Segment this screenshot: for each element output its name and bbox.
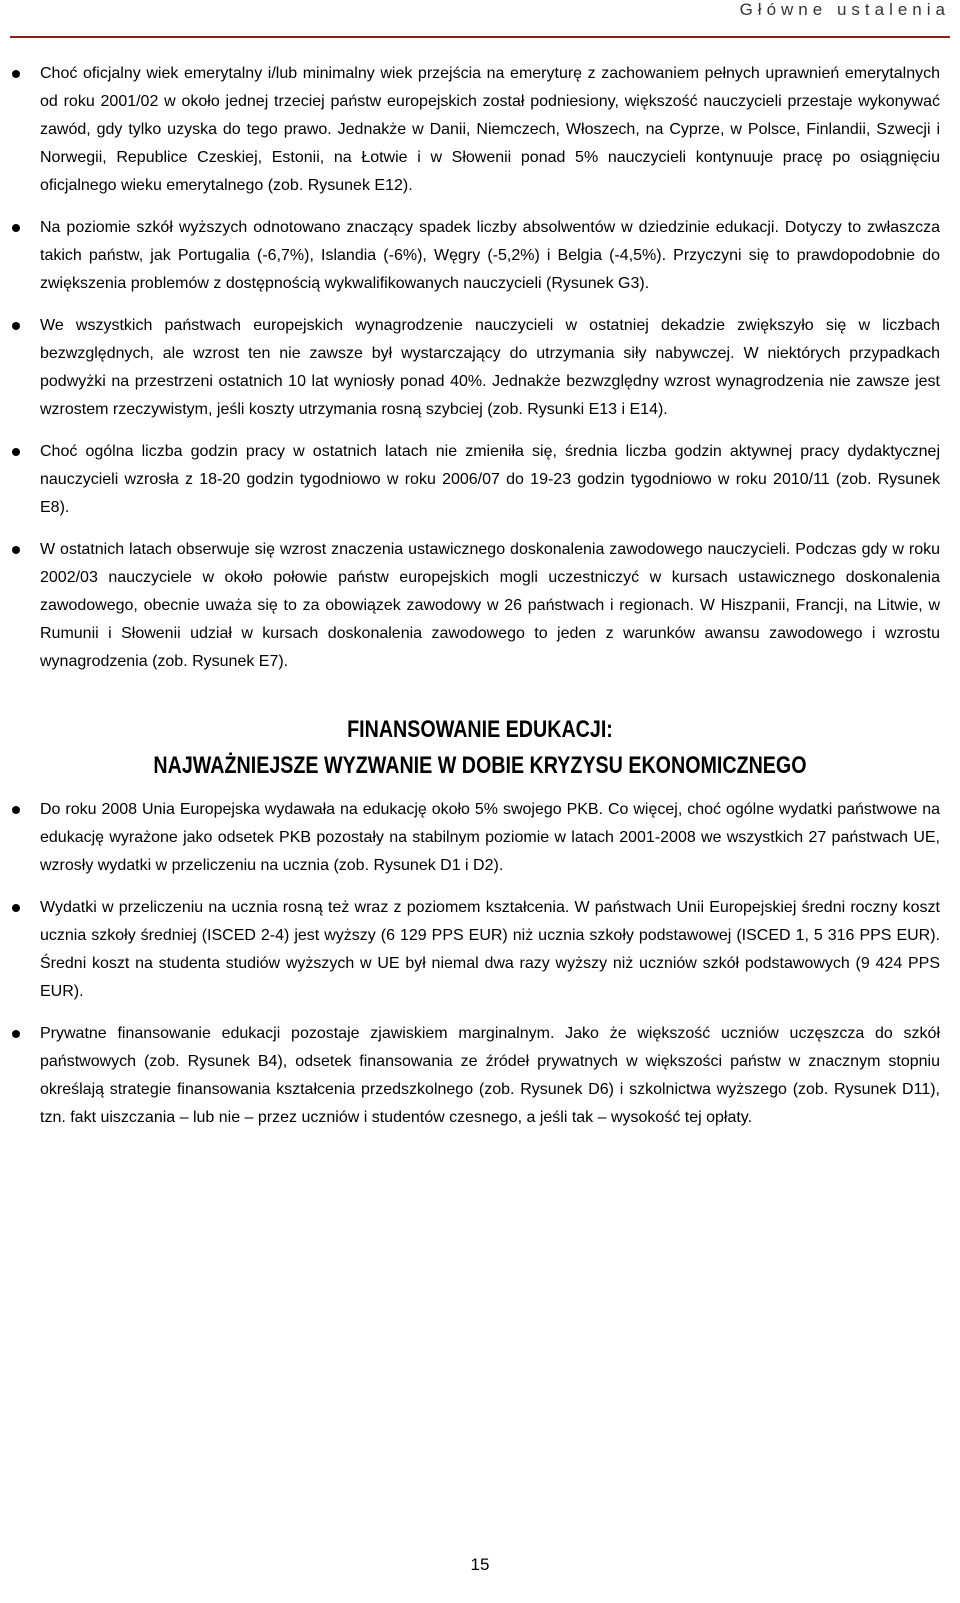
list-item-text: W ostatnich latach obserwuje się wzrost znaczenia ustawicznego doskonalenia zawodowego nauczycieli. Podczas gdy w roku 2002/03 nauczyciele w około połowie państw europejskich mogli uczestniczyć w kursach ustawicznego doskonalenia zawodowego, obecnie uważa się to za obowiązek zawodowy w 26 państwach i regionach. W Hiszpanii, Francji, na Litwie, w Rumunii i Słowenii udział w kursach doskonalenia zawodowego to jeden z warunków awansu zawodowego i wzrostu wynagrodzenia (zob. Rysunek E7). bbox=[40, 541, 940, 670]
list-item-text: We wszystkich państwach europejskich wynagrodzenie nauczycieli w ostatniej dekadzie zwiększyło się w liczbach bezwzględnych, ale wzrost ten nie zawsze był wystarczający do utrzymania siły nabywczej. W niektórych przypadkach podwyżki na przestrzeni ostatnich 10 lat wyniosły ponad 40%. Jednakże bezwzględny wzrost wynagrodzenia nie zawsze jest wzrostem rzeczywistym, jeśli koszty utrzymania rosną szybciej (zob. Rysunki E13 i E14). bbox=[40, 317, 940, 418]
bullet-icon bbox=[12, 904, 20, 912]
section-title-line2: NAJWAŻNIEJSZE WYZWANIE W DOBIE KRYZYSU EKONOMICZNEGO bbox=[153, 752, 807, 779]
list-item bbox=[40, 214, 940, 298]
bullet-icon bbox=[12, 70, 20, 78]
bullet-icon bbox=[12, 806, 20, 814]
list-item-text: Wydatki w przeliczeniu na ucznia rosną też wraz z poziomem kształcenia. W państwach Unii Europejskiej średni roczny koszt ucznia szkoły średniej (ISCED 2-4) jest wyższy (6 129 PPS EUR) niż ucznia szkoły podstawowej (ISCED 1, 5 316 PPS EUR). Średni koszt na studenta studiów wyższych w UE był niemal dwa razy wyższy niż uczniów szkół podstawowych (9 424 PPS EUR). bbox=[40, 899, 940, 1000]
section-heading bbox=[0, 712, 960, 784]
list-item-text: Choć ogólna liczba godzin pracy w ostatnich latach nie zmieniła się, średnia liczba godzin aktywnej pracy dydaktycznej nauczycieli wzrosła z 18-20 godzin tygodniowo w roku 2006/07 do 19-23 godzin tygodniowo w roku 2010/11 (zob. Rysunek E8). bbox=[40, 443, 940, 516]
header-rule bbox=[10, 36, 950, 38]
section-title-line1: FINANSOWANIE EDUKACJI: bbox=[347, 716, 613, 743]
list-item-text: Choć oficjalny wiek emerytalny i/lub minimalny wiek przejścia na emeryturę z zachowaniem pełnych uprawnień emerytalnych od roku 2001/02 w około jednej trzeciej państw europejskich został podniesiony, większość nauczycieli przestaje wykonywać zawód, gdy tylko uzyska do tego prawo. Jednakże w Danii, Niemczech, Włoszech, na Cyprze, w Polsce, Finlandii, Szwecji i Norwegii, Republice Czeskiej, Estonii, na Łotwie i w Słowenii ponad 5% nauczycieli kontynuuje pracę po osiągnięciu oficjalnego wieku emerytalnego (zob. Rysunek E12). bbox=[40, 65, 940, 194]
bullet-icon bbox=[12, 448, 20, 456]
list-item bbox=[40, 536, 940, 676]
key-findings-list bbox=[0, 60, 960, 1132]
list-item-text: Prywatne finansowanie edukacji pozostaje zjawiskiem marginalnym. Jako że większość uczniów uczęszcza do szkół państwowych (zob. Rysunek B4), odsetek finansowania ze źródeł prywatnych w większości państw w znacznym stopniu określają strategie finansowania kształcenia przedszkolnego (zob. Rysunek D6) i szkolnictwa wyższego (zob. Rysunek D11), tzn. fakt uiszczania – lub nie – przez uczniów i studentów czesnego, a jeśli tak – wysokość tej opłaty. bbox=[40, 1025, 940, 1126]
bullet-icon bbox=[12, 546, 20, 554]
list-item bbox=[40, 1020, 940, 1132]
bullet-icon bbox=[12, 322, 20, 330]
page-number: 15 bbox=[470, 1555, 490, 1574]
bullet-icon bbox=[12, 224, 20, 232]
list-item bbox=[40, 60, 940, 200]
bullet-icon bbox=[12, 1030, 20, 1038]
list-item bbox=[40, 312, 940, 424]
list-item-text: Na poziomie szkół wyższych odnotowano znaczący spadek liczby absolwentów w dziedzinie edukacji. Dotyczy to zwłaszcza takich państw, jak Portugalia (-6,7%), Islandia (-6%), Węgry (-5,2%) i Belgia (-4,5%). Przyczyni się to prawdopodobnie do zwiększenia problemów z dostępnością wykwalifikowanych nauczycieli (Rysunek G3). bbox=[40, 219, 940, 292]
running-header-title: Główne ustalenia bbox=[739, 0, 950, 19]
list-item-text: Do roku 2008 Unia Europejska wydawała na edukację około 5% swojego PKB. Co więcej, choć ogólne wydatki państwowe na edukację wyrażone jako odsetek PKB pozostały na stabilnym poziomie w latach 2001-2008 we wszystkich 27 państwach UE, wzrosły wydatki w przeliczeniu na ucznia (zob. Rysunek D1 i D2). bbox=[40, 801, 940, 874]
list-item bbox=[40, 894, 940, 1006]
list-item bbox=[40, 438, 940, 522]
list-item bbox=[40, 796, 940, 880]
